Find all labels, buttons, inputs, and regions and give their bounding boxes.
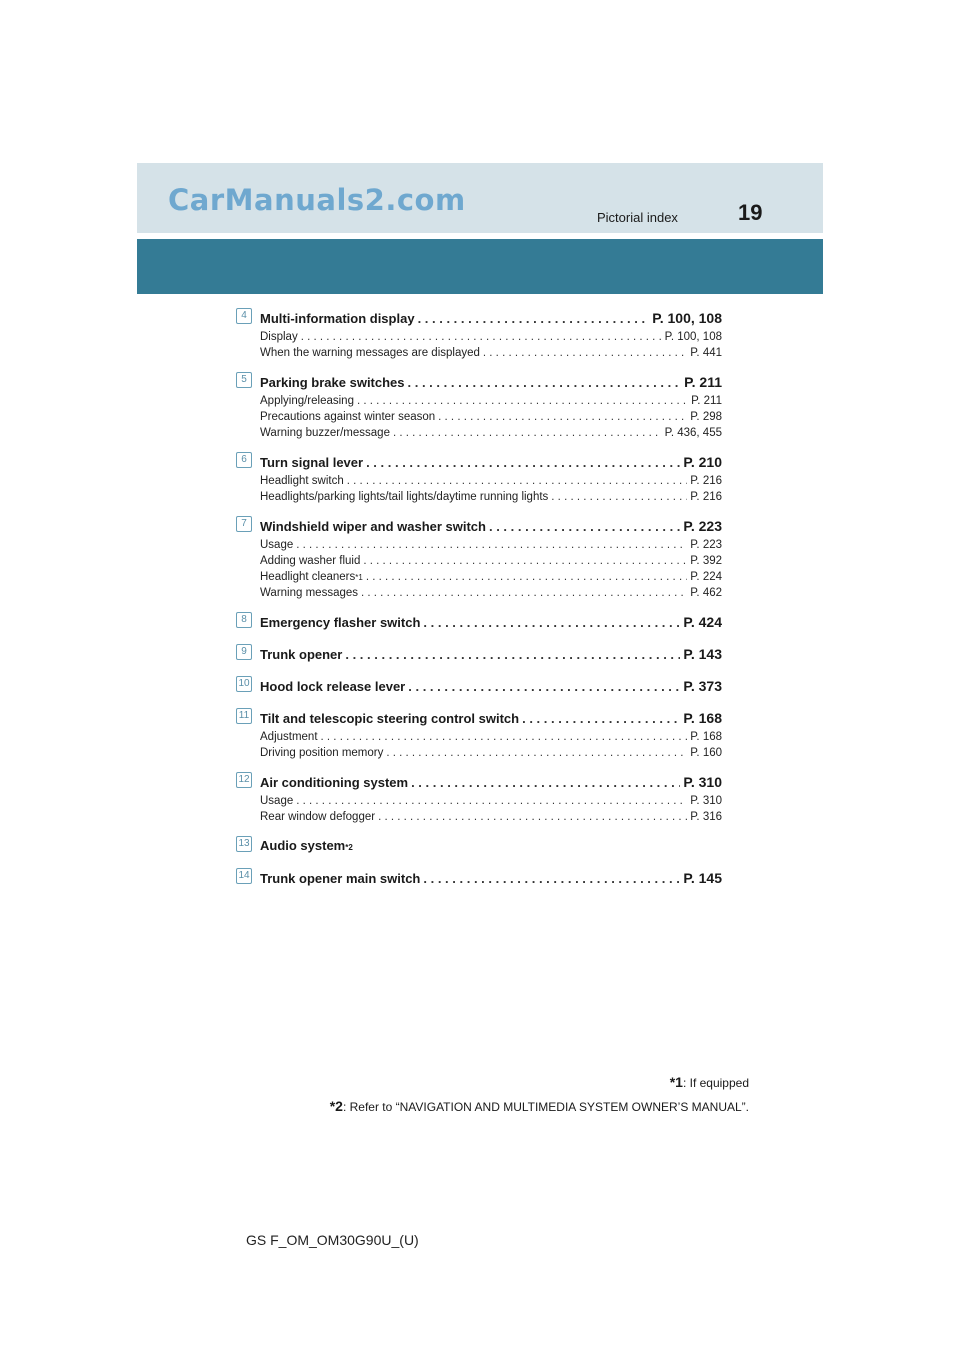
leader-dots [361, 585, 687, 601]
index-entry [236, 643, 722, 665]
sub-entry-page-ref[interactable]: P. 436, 455 [664, 427, 722, 439]
entry-title: Emergency flasher switch [260, 615, 421, 630]
leader-dots [408, 676, 680, 698]
entry-sub-row[interactable] [260, 553, 722, 569]
leader-dots [483, 345, 687, 361]
leader-dots [378, 809, 687, 825]
entry-spacer [236, 697, 722, 707]
entry-spacer [236, 441, 722, 451]
entry-spacer [236, 857, 722, 867]
leader-dots [418, 308, 650, 330]
sub-entry-label: Usage [260, 539, 294, 551]
index-entry [236, 515, 722, 601]
index-entry [236, 451, 722, 505]
leader-dots [423, 868, 680, 890]
index-entry [236, 307, 722, 361]
entry-page-ref[interactable]: P. 210 [683, 454, 722, 470]
entry-sub-row[interactable]: Headlight cleaners *1 . . . P. 224 [260, 569, 722, 585]
leader-dots [347, 473, 688, 489]
item-number-badge: 8 [236, 612, 252, 628]
leader-dots [296, 537, 687, 553]
index-entry [236, 611, 722, 633]
entry-spacer [236, 505, 722, 515]
leader-dots [363, 553, 687, 569]
footnote-1-mark: *1 [669, 1074, 683, 1090]
sub-entry-page-ref[interactable]: P. 100, 108 [664, 331, 722, 343]
entry-sub-row[interactable] [260, 729, 722, 745]
sub-entry-page-ref[interactable]: P. 392 [690, 555, 722, 567]
leader-dots [393, 425, 662, 441]
chapter-band [137, 239, 823, 294]
sub-entry-page-ref[interactable]: P. 216 [690, 491, 722, 503]
site-logo: CarManuals2.com [168, 183, 466, 217]
entry-title: Windshield wiper and washer switch [260, 519, 486, 534]
entry-main-row[interactable] [260, 771, 722, 793]
leader-dots [321, 729, 688, 745]
sub-entry-page-ref[interactable]: P. 223 [690, 539, 722, 551]
entry-main-row[interactable] [260, 515, 722, 537]
entry-title: Trunk opener [260, 647, 343, 662]
sub-entry-label: Rear window defogger [260, 811, 376, 823]
entry-sub-row[interactable] [260, 409, 722, 425]
sub-entry-page-ref[interactable]: P. 216 [690, 475, 722, 487]
item-number-badge: 11 [236, 708, 252, 724]
entry-main-row[interactable] [260, 307, 722, 329]
leader-dots [408, 372, 682, 394]
leader-dots [522, 708, 680, 730]
entry-main-row[interactable] [260, 451, 722, 473]
entry-main-row[interactable] [260, 371, 722, 393]
entry-page-ref[interactable]: P. 373 [683, 678, 722, 694]
leader-dots [423, 612, 680, 634]
item-number-badge: 6 [236, 452, 252, 468]
item-number-badge: 4 [236, 308, 252, 324]
entry-sub-row[interactable] [260, 489, 722, 505]
sub-entry-label: When the warning messages are displayed [260, 347, 480, 359]
entry-spacer [236, 761, 722, 771]
entry-main-row[interactable] [260, 707, 722, 729]
leader-dots [386, 745, 687, 761]
index-entry [236, 771, 722, 825]
sub-entry-label: Warning buzzer/message [260, 427, 390, 439]
section-title: Pictorial index [597, 210, 678, 225]
entry-sub-row[interactable] [260, 745, 722, 761]
document-code: GS F_OM_OM30G90U_(U) [246, 1232, 419, 1248]
entry-title: Multi-information display [260, 311, 415, 326]
leader-dots [301, 329, 662, 345]
footnote-2 [330, 1098, 749, 1114]
entry-main-row[interactable] [260, 675, 722, 697]
sub-entry-label: Adding washer fluid [260, 555, 361, 567]
leader-dots [345, 644, 680, 666]
entry-page-ref[interactable]: P. 168 [683, 710, 722, 726]
entry-title: Audio system [260, 838, 346, 853]
leader-dots [551, 489, 687, 505]
sub-entry-label: Adjustment [260, 731, 318, 743]
sub-entry-label: Precautions against winter season [260, 411, 436, 423]
leader-dots [489, 516, 680, 538]
entry-spacer [236, 361, 722, 371]
sub-entry-label: Applying/releasing [260, 395, 354, 407]
item-number-badge: 7 [236, 516, 252, 532]
entry-page-ref[interactable]: P. 211 [684, 374, 722, 390]
leader-dots [438, 409, 687, 425]
footnote-1 [670, 1074, 749, 1090]
leader-dots [366, 569, 687, 585]
sub-entry-label: Headlight cleaners [260, 571, 356, 583]
sub-entry-label: Display [260, 331, 298, 343]
entry-main-row[interactable] [260, 611, 722, 633]
entry-page-ref[interactable]: P. 145 [683, 870, 722, 886]
entry-title: Hood lock release lever [260, 679, 406, 694]
index-entry [236, 867, 722, 889]
leader-dots [296, 793, 687, 809]
entry-sub-row[interactable] [260, 537, 722, 553]
entry-sub-row[interactable] [260, 473, 722, 489]
entry-page-ref[interactable]: P. 223 [683, 518, 722, 534]
entry-sub-row[interactable] [260, 329, 722, 345]
entry-page-ref[interactable]: P. 100, 108 [652, 310, 722, 326]
footnote-1-text: : If equipped [682, 1076, 749, 1090]
entry-title: Turn signal lever [260, 455, 364, 470]
entry-spacer [236, 633, 722, 643]
entry-spacer [236, 665, 722, 675]
sub-entry-page-ref[interactable]: P. 462 [690, 587, 722, 599]
leader-dots [411, 772, 680, 794]
sub-entry-page-ref[interactable]: P. 168 [690, 731, 722, 743]
footnote-2-mark: *2 [329, 1098, 343, 1114]
sub-entry-label: Driving position memory [260, 747, 384, 759]
entry-sub-row[interactable] [260, 809, 722, 825]
sub-entry-page-ref[interactable]: P. 211 [691, 395, 722, 407]
page-number: 19 [738, 200, 763, 225]
entry-spacer [236, 825, 722, 835]
index-entry [236, 707, 722, 761]
sub-entry-label: Headlights/parking lights/tail lights/daytime running lights [260, 491, 549, 503]
entry-page-ref[interactable]: P. 424 [683, 614, 722, 630]
entry-sub-row[interactable] [260, 345, 722, 361]
sub-entry-label: Headlight switch [260, 475, 344, 487]
entry-title: Tilt and telescopic steering control switch [260, 711, 520, 726]
index-entry [236, 835, 722, 857]
item-number-badge: 12 [236, 772, 252, 788]
entry-sub-row[interactable] [260, 793, 722, 809]
entry-main-row[interactable] [260, 643, 722, 665]
entry-title: Trunk opener main switch [260, 871, 421, 886]
sub-entry-label: Usage [260, 795, 294, 807]
leader-dots [366, 452, 680, 474]
index-entry [236, 371, 722, 441]
item-number-badge: 5 [236, 372, 252, 388]
sub-entry-page-ref[interactable]: P. 310 [690, 795, 722, 807]
sub-entry-label: Warning messages [260, 587, 359, 599]
item-number-badge: 14 [236, 868, 252, 884]
entry-title: Parking brake switches [260, 375, 405, 390]
index-entry [236, 675, 722, 697]
index-list [236, 307, 722, 889]
entry-main-row[interactable] [260, 867, 722, 889]
sub-entry-page-ref[interactable]: P. 224 [690, 571, 722, 583]
item-number-badge: 9 [236, 644, 252, 660]
entry-main-row[interactable]: Audio system *2 [260, 835, 722, 857]
entry-sub-row[interactable] [260, 425, 722, 441]
entry-page-ref[interactable]: P. 143 [683, 646, 722, 662]
entry-spacer [236, 601, 722, 611]
entry-sub-row[interactable] [260, 585, 722, 601]
sub-entry-page-ref[interactable]: P. 316 [690, 811, 722, 823]
leader-dots [357, 393, 688, 409]
footnote-2-text: : Refer to “NAVIGATION AND MULTIMEDIA SYSTEM OWNER’S MANUAL”. [342, 1100, 749, 1114]
entry-title: Air conditioning system [260, 775, 409, 790]
sub-entry-page-ref[interactable]: P. 298 [690, 411, 722, 423]
item-number-badge: 13 [236, 836, 252, 852]
entry-sub-row[interactable] [260, 393, 722, 409]
sub-entry-page-ref[interactable]: P. 441 [690, 347, 722, 359]
item-number-badge: 10 [236, 676, 252, 692]
sub-entry-page-ref[interactable]: P. 160 [690, 747, 722, 759]
entry-page-ref[interactable]: P. 310 [683, 774, 722, 790]
